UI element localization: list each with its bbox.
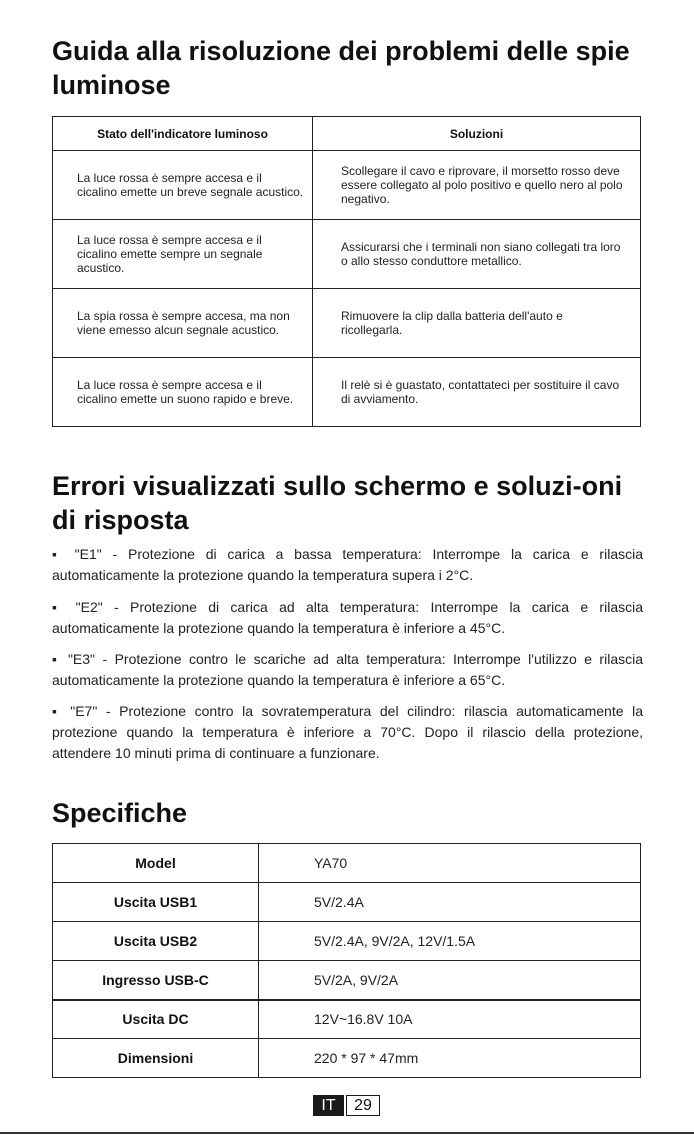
- spec-value: 5V/2.4A, 9V/2A, 12V/1.5A: [259, 922, 641, 961]
- spec-row: [53, 1039, 641, 1078]
- spec-row: [53, 1000, 641, 1039]
- table-row: [53, 151, 641, 220]
- spec-row: [53, 883, 641, 922]
- table-row: [53, 289, 641, 358]
- status-cell: La luce rossa è sempre accesa e il cicalino emette un suono rapido e breve.: [53, 358, 313, 427]
- table-row: [53, 220, 641, 289]
- spec-row: [53, 961, 641, 1000]
- spec-key: Model: [53, 844, 259, 883]
- status-cell: La luce rossa è sempre accesa e il cicalino emette sempre un segnale acustico.: [53, 220, 313, 289]
- status-cell: La luce rossa è sempre accesa e il cicalino emette un breve segnale acustico.: [53, 151, 313, 220]
- spec-key: Uscita DC: [53, 1000, 259, 1039]
- spec-key: Dimensioni: [53, 1039, 259, 1078]
- spec-value: 5V/2A, 9V/2A: [259, 961, 641, 1000]
- spec-value: 12V~16.8V 10A: [259, 1000, 641, 1039]
- header-solutions: Soluzioni: [313, 117, 641, 151]
- spec-row: [53, 922, 641, 961]
- solution-cell: Il relè si è guastato, contattateci per sostituire il cavo di avviamento.: [313, 358, 641, 427]
- spec-value: 220 * 97 * 47mm: [259, 1039, 641, 1078]
- header-status: Stato dell'indicatore luminoso: [53, 117, 313, 151]
- page-number: 29: [346, 1095, 380, 1116]
- table-header-row: [53, 117, 641, 151]
- spec-key: Uscita USB1: [53, 883, 259, 922]
- solution-cell: Rimuovere la clip dalla batteria dell'auto e ricollegarla.: [313, 289, 641, 358]
- solution-cell: Assicurarsi che i terminali non siano collegati tra loro o allo stesso conduttore metallico.: [313, 220, 641, 289]
- specifications-table: [52, 843, 641, 1078]
- spec-key: Ingresso USB-C: [53, 961, 259, 1000]
- status-cell: La spia rossa è sempre accesa, ma non viene emesso alcun segnale acustico.: [53, 289, 313, 358]
- spec-row: [53, 844, 641, 883]
- error-e7-paragraph: ▪ "E7" - Protezione contro la sovratemperatura del cilindro: rilascia automaticamente la protezione quando la temperatura è inferiore a 70°C. Dopo il rilascio della protezione, attendere 10 minuti prima di continuare a funzionare.: [52, 703, 643, 761]
- solution-cell: Scollegare il cavo e riprovare, il morsetto rosso deve essere collegato al polo positivo e quello nero al polo negativo.: [313, 151, 641, 220]
- specs-title: Specifiche: [52, 798, 188, 828]
- error-e3-paragraph: ▪ "E3" - Protezione contro le scariche ad alta temperatura: Interrompe l'utilizzo e rilascia automaticamente la protezione quando la temperatura è inferiore a 65°C.: [52, 651, 643, 688]
- troubleshooting-title: Guida alla risoluzione dei problemi delle spie luminose: [52, 36, 630, 100]
- page-indicator: [313, 1095, 380, 1116]
- errors-title: Errori visualizzati sullo schermo e soluzi-oni di risposta: [52, 471, 623, 535]
- language-badge: IT: [313, 1095, 344, 1116]
- error-e2-paragraph: ▪ "E2" - Protezione di carica ad alta temperatura: Interrompe la carica e rilascia automaticamente la protezione quando la temperatura è inferiore a 45°C.: [52, 599, 643, 636]
- error-e1-paragraph: ▪ "E1" - Protezione di carica a bassa temperatura: Interrompe la carica e rilascia automaticamente la protezione quando la temperatura supera i 2°C.: [52, 546, 643, 583]
- table-row: [53, 358, 641, 427]
- spec-value: YA70: [259, 844, 641, 883]
- bottom-divider: [0, 1132, 694, 1134]
- spec-key: Uscita USB2: [53, 922, 259, 961]
- indicator-troubleshooting-table: [52, 116, 641, 427]
- spec-value: 5V/2.4A: [259, 883, 641, 922]
